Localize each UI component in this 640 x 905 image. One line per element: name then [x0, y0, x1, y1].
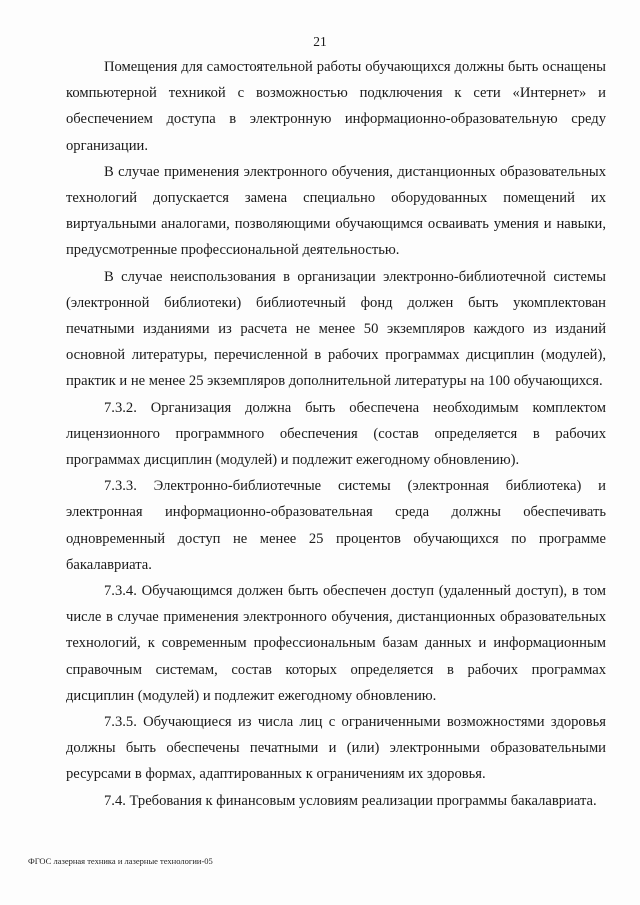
paragraph-virtual-analogs: В случае применения электронного обучения, дистанционных образовательных технологий допускается замена специально оборудованных помещений их виртуальными аналогами, позволяющими обучающимся осваивать умения и навыки, предусмотренные профессиональной деятельностью. [66, 163, 606, 259]
paragraph-workspace-rooms: Помещения для самостоятельной работы обучающихся должны быть оснащены компьютерной техникой с возможностью подключения к сети «Интернет» и обеспечением доступа в электронную информационно-образовательную среду организации. [66, 59, 606, 154]
document-footer: ФГОС лазерная техника и лазерные технологии-05 [28, 856, 213, 866]
document-body [66, 54, 606, 814]
paragraph-7-4: 7.4. Требования к финансовым условиям реализации программы бакалавриата. [104, 792, 597, 809]
paragraph-7-3-4: 7.3.4. Обучающимся должен быть обеспечен доступ (удаленный доступ), в том числе в случае применения электронного обучения, дистанционных образовательных технологий, к современным профессиональным базам данных и информационным справочным системам, состав которых определяется в рабочих программах дисциплин (модулей) и подлежит ежегодному обновлению. [66, 583, 606, 704]
paragraph-7-3-2: 7.3.2. Организация должна быть обеспечена необходимым комплектом лицензионного программного обеспечения (состав определяется в рабочих программах дисциплин (модулей) и подлежит ежегодному обновлению). [66, 399, 606, 469]
paragraph-7-3-5: 7.3.5. Обучающиеся из числа лиц с ограниченными возможностями здоровья должны быть обеспечены печатными и (или) электронными образовательными ресурсами в формах, адаптированных к ограничениям их здоровья. [66, 714, 606, 783]
paragraph-7-3-3: 7.3.3. Электронно-библиотечные системы (электронная библиотека) и электронная информационно-образовательная среда должны обеспечивать одновременный доступ не менее 25 процентов обучающихся по программе бакалавриата. [66, 478, 606, 573]
paragraph-library-fund: В случае неиспользования в организации электронно-библиотечной системы (электронной библиотеки) библиотечный фонд должен быть укомплектован печатными изданиями из расчета не менее 50 экземпляров каждого из изданий основной литературы, перечисленной в рабочих программах дисциплин (модулей), практик и не менее 25 экземпляров дополнительной литературы на 100 обучающихся. [66, 268, 606, 390]
page-number: 21 [313, 34, 327, 49]
